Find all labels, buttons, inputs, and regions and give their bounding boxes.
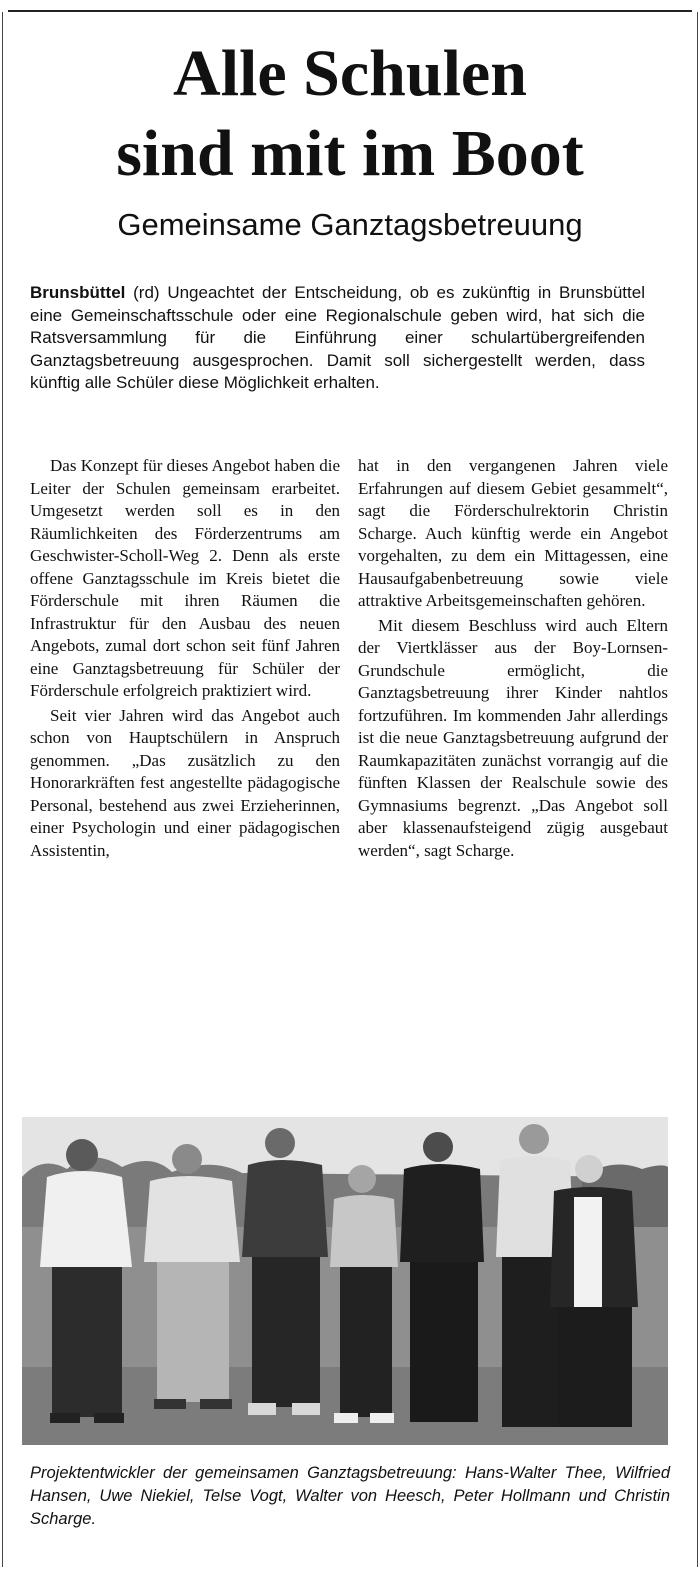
column1-paragraph-1: Das Konzept für dieses Angebot haben die Leiter der Schulen gemeinsam erarbeitet. Umgesetzt werden soll es in den Räumlichkeiten des Förderzentrums am Geschwister-Scholl-Weg 2. Denn als erste offene Ganztagsschule im Kreis bietet die Förderschule mit ihren Räumen die Infrastruktur für den Ausbau des neuen Angebots, zumal dort schon seit fünf Jahren eine Ganztagsbetreuung für Schüler der Förderschule erfolgreich praktiziert wird. xyxy=(30,456,340,700)
photo-caption: Projektentwickler der gemeinsamen Ganztagsbetreuung: Hans-Walter Thee, Wilfried Hansen, Uwe Niekiel, Telse Vogt, Walter von Heesch, Peter Hollmann und Christin Scharge. xyxy=(30,1464,670,1528)
lead-paragraph xyxy=(30,282,645,395)
page-left-edge xyxy=(2,12,3,1567)
lead-place: Brunsbüttel xyxy=(30,283,126,302)
article-column-2 xyxy=(358,455,668,862)
page-right-edge xyxy=(697,12,698,1567)
column1-paragraph-2: Seit vier Jahren wird das Angebot auch schon von Hauptschülern in Anspruch genommen. „Das zusätzlich zu den Honorarkräften fest angestellte pädagogische Personal, bestehend aus zwei Erzieherinnen, einer Psychologin und einer pädagogischen Assistentin, xyxy=(30,705,340,860)
lead-text: (rd) Ungeachtet der Entscheidung, ob es zukünftig in Brunsbüttel eine Gemeinschaftsschule oder eine Regionalschule geben wird, hat sich die Ratsversammlung für die Einführung einer schulartübergreifenden Ganztagsbetreuung ausgesprochen. Damit soll sichergestellt werden, dass künftig alle Schüler diese Möglichkeit erhalten. xyxy=(30,283,645,392)
group-photo xyxy=(22,1117,668,1445)
headline xyxy=(20,34,680,194)
column2-paragraph-2: Mit diesem Beschluss wird auch Eltern der Viertklässer aus der Boy-Lornsen-Grundschule ermöglicht, die Ganztagsbetreuung ihrer Kinder nahtlos fortzuführen. Im kommenden Jahr allerdings ist die neue Ganztagsbetreuung aufgrund der Raumkapazitäten zunächst vorrangig auf die fünften Klassen der Realschule sowie des Gymnasiums begrenzt. „Das Angebot soll aber klassenaufsteigend zügig ausgebaut werden“, sagt Scharge. xyxy=(358,615,668,860)
column2-paragraph-1: hat in den vergangenen Jahren viele Erfahrungen auf diesem Gebiet gesammelt“, sagt die Förderschulrektorin Christin Scharge. Auch künftig werde ein Angebot vorgehalten, zu dem ein Mittagessen, eine Hausaufgabenbetreuung sowie viele attraktive Arbeitsgemeinschaften gehören. xyxy=(358,456,668,610)
group-photo-image xyxy=(22,1117,668,1445)
headline-line-2: sind mit im Boot xyxy=(116,117,584,190)
headline-line-1: Alle Schulen xyxy=(173,37,527,110)
page-top-rule xyxy=(8,0,692,12)
subheadline: Gemeinsame Ganztagsbetreuung xyxy=(117,207,583,242)
article-column-1 xyxy=(30,455,340,862)
